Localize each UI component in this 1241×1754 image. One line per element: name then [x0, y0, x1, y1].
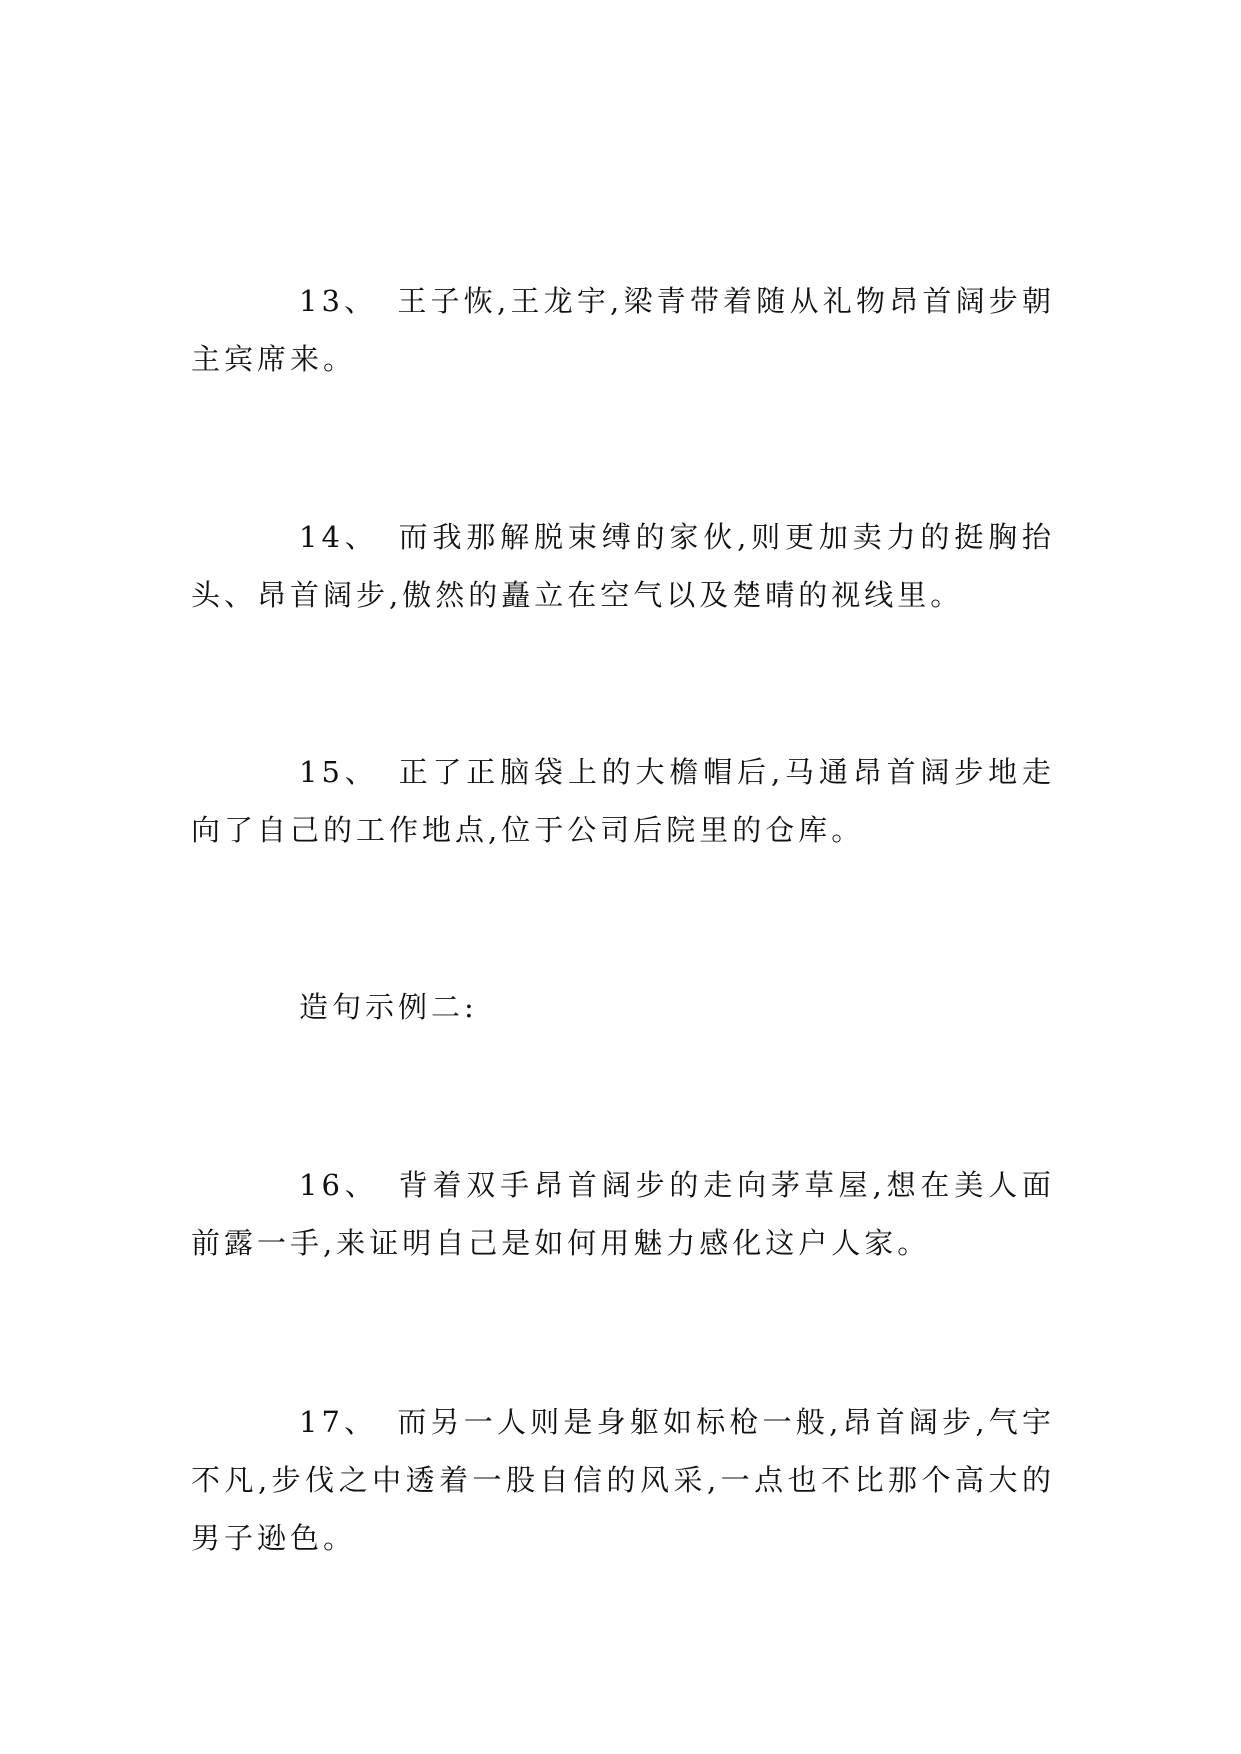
sentence-16	[191, 1156, 1055, 1272]
sentence-15	[191, 743, 1055, 859]
sentence-number: 17、	[299, 1405, 378, 1439]
sentence-14	[191, 508, 1055, 624]
heading-text: 造句示例二:	[299, 990, 478, 1024]
sentence-number: 16、	[299, 1168, 379, 1202]
sentence-text: 而另一人则是身躯如标枪一般,昂首阔步,气宇不凡,步伐之中透着一股自信的风采,一点也不比那个高大的男子逊色。	[191, 1405, 1055, 1555]
sentence-13	[191, 272, 1055, 388]
sentence-text: 而我那解脱束缚的家伙,则更加卖力的挺胸抬头、昂首阔步,傲然的矗立在空气以及楚晴的视线里。	[191, 520, 1055, 612]
sentence-text: 王子恢,王龙宇,梁青带着随从礼物昂首阔步朝主宾席来。	[191, 284, 1055, 376]
sentence-number: 14、	[299, 520, 379, 554]
section-heading	[191, 978, 1055, 1036]
sentence-number: 15、	[299, 755, 379, 789]
sentence-number: 13、	[299, 284, 378, 318]
sentence-text: 背着双手昂首阔步的走向茅草屋,想在美人面前露一手,来证明自己是如何用魅力感化这户人家。	[191, 1168, 1055, 1260]
sentence-text: 正了正脑袋上的大檐帽后,马通昂首阔步地走向了自己的工作地点,位于公司后院里的仓库。	[191, 755, 1055, 847]
sentence-17	[191, 1393, 1055, 1567]
